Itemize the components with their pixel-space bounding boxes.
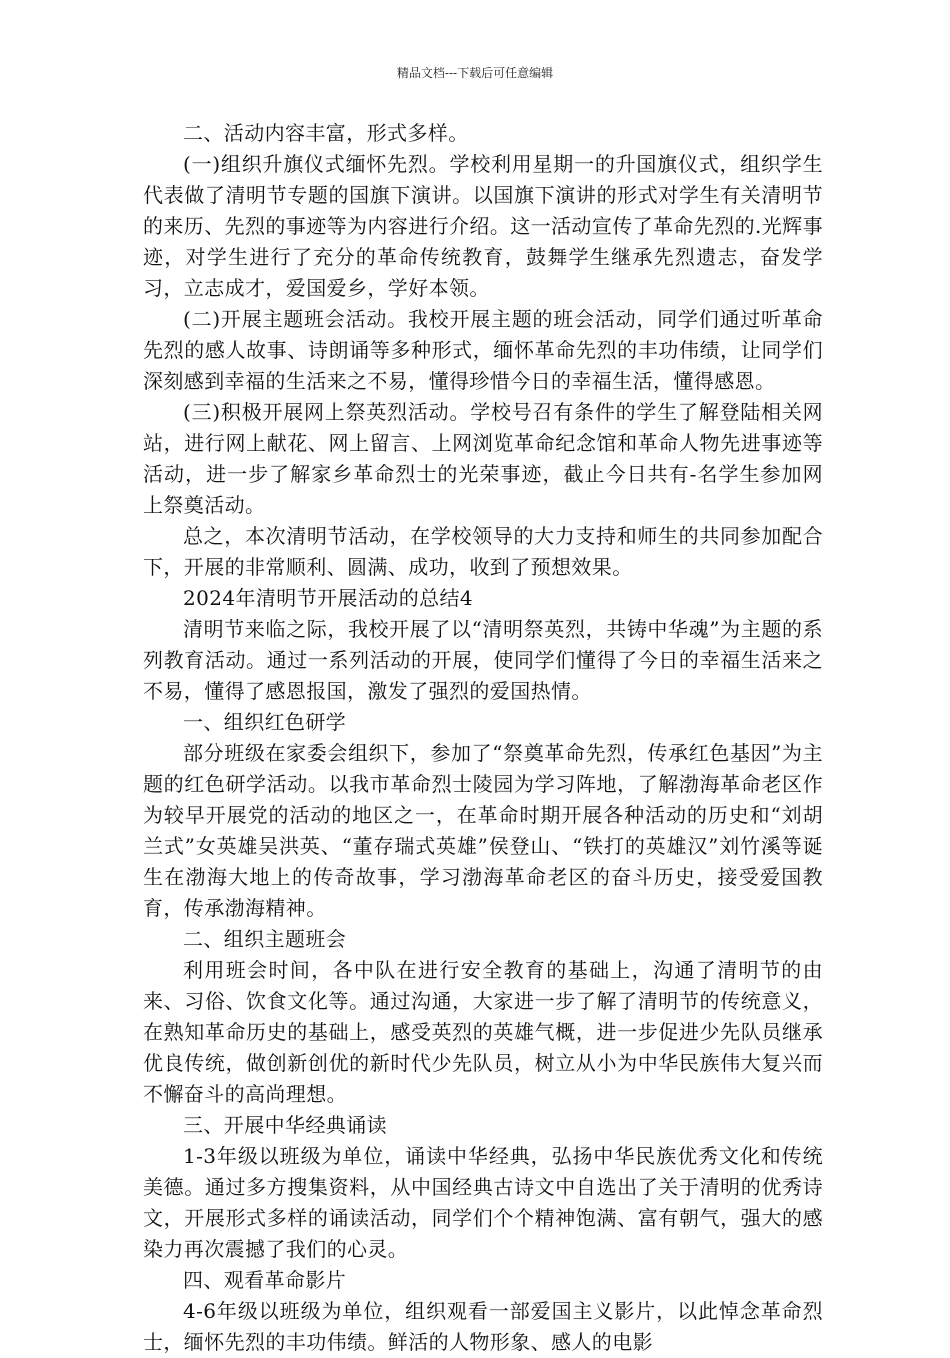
- section-heading-activities: 二、活动内容丰富，形式多样。: [183, 121, 469, 145]
- paragraph-class-meeting: (二)开展主题班会活动。我校开展主题的班会活动，同学们通过听革命先烈的感人故事、诗朗诵等多种形式，缅怀革命先烈的丰功伟绩，让同学们深刻感到幸福的生活来之不易，懂得珍惜今日的幸福生活，懂得感恩。: [143, 307, 823, 393]
- paragraph-watch-films: 4-6年级以班级为单位，组织观看一部爱国主义影片，以此悼念革命烈士，缅怀先烈的丰功伟绩。鲜活的人物形象、感人的电影: [143, 1299, 823, 1354]
- paragraph-conclusion: 总之，本次清明节活动，在学校领导的大力支持和师生的共同参加配合下，开展的非常顺利、圆满、成功，收到了预想效果。: [143, 524, 823, 579]
- paragraph-online-memorial: (三)积极开展网上祭英烈活动。学校号召有条件的学生了解登陆相关网站，进行网上献花、网上留言、上网浏览革命纪念馆和革命人物先进事迹等活动，进一步了解家乡革命烈士的光荣事迹，截止今日共有-名学生参加网上祭奠活动。: [143, 400, 823, 517]
- paragraph-red-study: 部分班级在家委会组织下，参加了“祭奠革命先烈，传承红色基因”为主题的红色研学活动。以我市革命烈士陵园为学习阵地，了解渤海革命老区作为较早开展党的活动的地区之一，在革命时期开展各种活动的历史和“刘胡兰式”女英雄吴洪英、“董存瑞式英雄”侯登山、“铁打的英雄汉”刘竹溪等诞生在渤海大地上的传奇故事，学习渤海革命老区的奋斗历史，接受爱国教育，传承渤海精神。: [143, 741, 823, 920]
- paragraph-classic-reading: 1-3年级以班级为单位，诵读中华经典，弘扬中华民族优秀文化和传统美德。通过多方搜集资料，从中国经典古诗文中自选出了关于清明的优秀诗文，开展形式多样的诵读活动，同学们个个精神饱满、富有朝气，强大的感染力再次震撼了我们的心灵。: [143, 1144, 823, 1261]
- heading-watch-films: 四、观看革命影片: [183, 1268, 347, 1292]
- paragraph-flag-ceremony: (一)组织升旗仪式缅怀先烈。学校利用星期一的升国旗仪式，组织学生代表做了清明节专题的国旗下演讲。以国旗下演讲的形式对学生有关清明节的来历、先烈的事迹等为内容进行介绍。这一活动宣传了革命先烈的.光辉事迹，对学生进行了充分的革命传统教育，鼓舞学生继承先烈遗志，奋发学习，立志成才，爱国爱乡，学好本领。: [143, 152, 823, 300]
- paragraph-intro: 清明节来临之际，我校开展了以“清明祭英烈，共铸中华魂”为主题的系列教育活动。通过一系列活动的开展，使同学们懂得了今日的幸福生活来之不易，懂得了感恩报国，激发了强烈的爱国热情。: [143, 617, 823, 703]
- heading-classic-reading: 三、开展中华经典诵读: [183, 1113, 387, 1137]
- document-body: [143, 118, 823, 1358]
- paragraph-theme-meeting: 利用班会时间，各中队在进行安全教育的基础上，沟通了清明节的由来、习俗、饮食文化等。通过沟通，大家进一步了解了清明节的传统意义，在熟知革命历史的基础上，感受英烈的英雄气概，进一步促进少先队员继承优良传统，做创新创优的新时代少先队员，树立从小为中华民族伟大复兴而不懈奋斗的高尚理想。: [143, 958, 823, 1106]
- heading-theme-meeting: 二、组织主题班会: [183, 927, 347, 951]
- section-title-summary-4: 2024年清明节开展活动的总结4: [183, 586, 474, 610]
- page-header: 精品文档---下载后可任意编辑: [396, 66, 554, 80]
- heading-red-study: 一、组织红色研学: [183, 710, 347, 734]
